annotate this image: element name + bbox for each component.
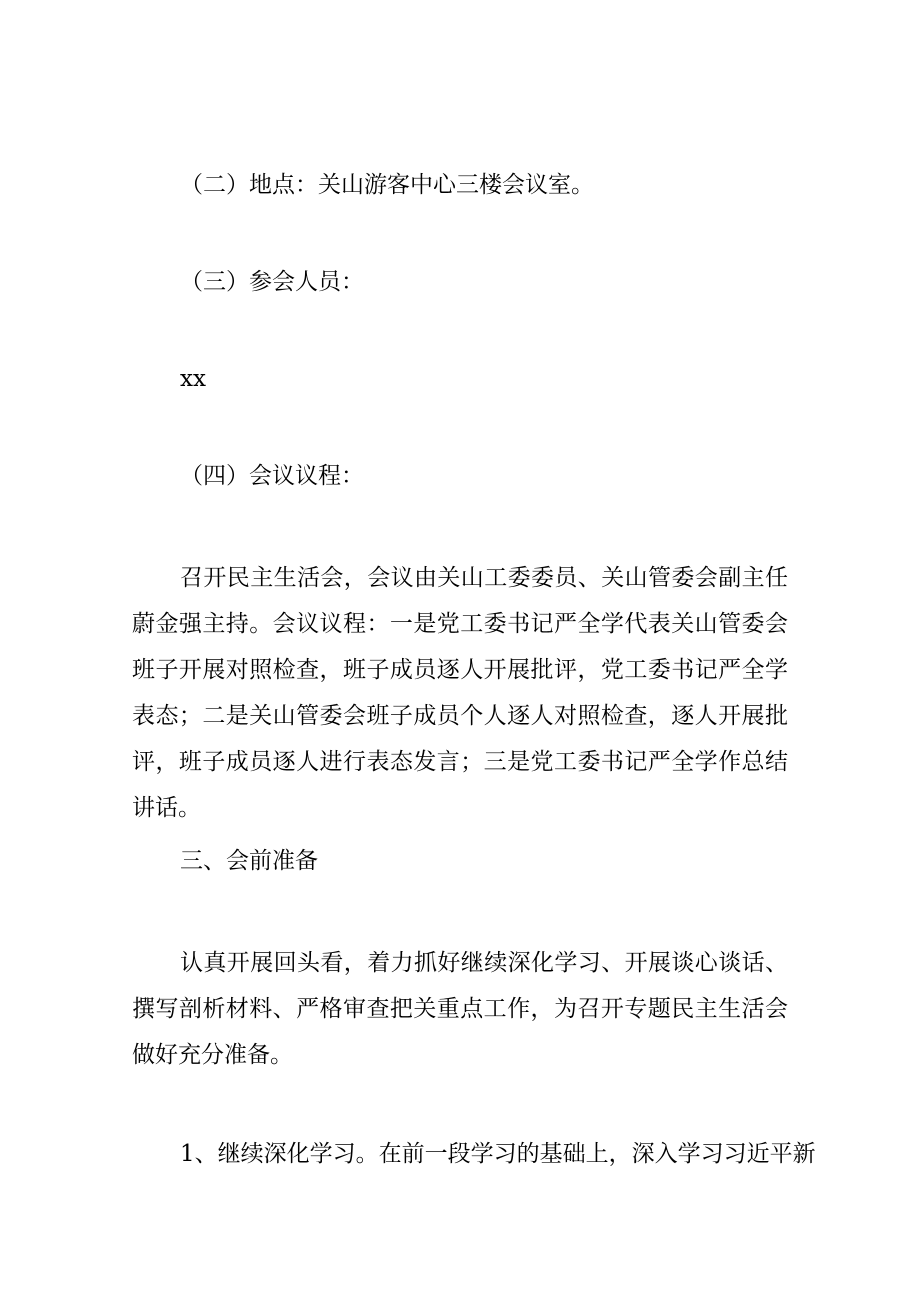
study-item-paragraph: 1、继续深化学习。在前一段学习的基础上，深入学习习近平新 <box>180 1141 816 1167</box>
attendees-heading: （三）参会人员： <box>180 269 364 295</box>
preparation-paragraph: 认真开展回头看，着力抓好继续深化学习、开展谈心谈话、撰写剖析材料、严格审查把关重点工作，为召开专题民主生活会做好充分准备。 <box>132 950 788 1068</box>
location-line: （二）地点：关山游客中心三楼会议室。 <box>180 172 594 198</box>
attendees-value: xx <box>180 366 206 392</box>
section-three-heading: 三、会前准备 <box>180 848 318 874</box>
agenda-heading: （四）会议议程： <box>180 463 364 489</box>
agenda-body-paragraph: 召开民主生活会，会议由关山工委委员、关山管委会副主任蔚金强主持。会议议程：一是党工委书记严全学代表关山管委会班子开展对照检查，班子成员逐人开展批评，党工委书记严全学表态；二是关山管委会班子成员个人逐人对照检查，逐人开展批评，班子成员逐人进行表态发言；三是党工委书记严全学作总结讲话。 <box>132 565 788 821</box>
